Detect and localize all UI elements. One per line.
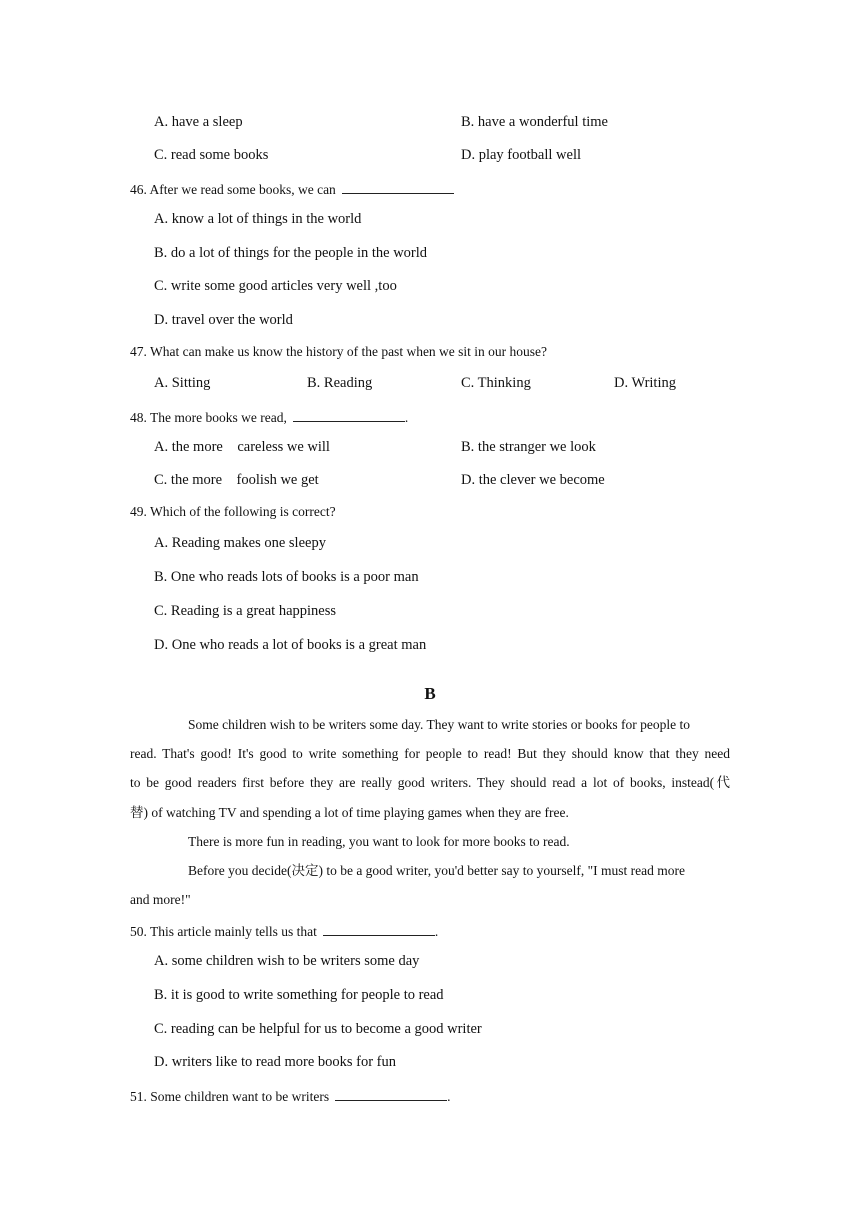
period: . [404, 410, 409, 425]
q49-stem: 49. Which of the following is correct? [130, 504, 336, 519]
q50-stem: 50. This article mainly tells us that [130, 924, 317, 939]
question-51 [130, 1087, 450, 1104]
q49-option-a: A. Reading makes one sleepy [154, 535, 326, 551]
q48-option-c: C. the more foolish we get [154, 472, 319, 488]
q46-option-c: C. write some good articles very well ,too [154, 278, 397, 294]
q48-option-b: B. the stranger we look [461, 439, 596, 455]
passage-line: There is more fun in reading, you want to look for more books to read. [188, 834, 570, 849]
q46-option-a: A. know a lot of things in the world [154, 211, 362, 227]
answer-blank [335, 1087, 447, 1101]
answer-blank [293, 408, 405, 422]
q47-option-b: B. Reading [307, 375, 373, 391]
q47-option-d: D. Writing [614, 375, 676, 391]
question-50 [130, 922, 438, 939]
q48-option-d: D. the clever we become [461, 472, 605, 488]
q50-option-a: A. some children wish to be writers some day [154, 953, 420, 969]
q45-option-b: B. have a wonderful time [461, 114, 608, 130]
q45-option-a: A. have a sleep [154, 114, 243, 130]
q49-option-b: B. One who reads lots of books is a poor man [154, 569, 419, 585]
q47-stem: 47. What can make us know the history of the past when we sit in our house? [130, 344, 548, 359]
passage-line: read. That's good! It's good to write something for people to read! But they should know that they need [130, 746, 730, 761]
q50-option-d: D. writers like to read more books for fun [154, 1054, 397, 1070]
answer-blank [323, 922, 435, 936]
q51-stem: 51. Some children want to be writers [130, 1089, 330, 1104]
q46-option-b: B. do a lot of things for the people in the world [154, 245, 428, 261]
q49-option-d: D. One who reads a lot of books is a great man [154, 637, 427, 653]
passage-line: Some children wish to be writers some day. They want to write stories or books for people to [188, 717, 691, 732]
q48-stem: 48. The more books we read, [130, 410, 287, 425]
q45-option-c: C. read some books [154, 147, 269, 163]
q46-stem: 46. After we read some books, we can [130, 182, 336, 197]
question-46 [130, 180, 454, 197]
passage-line: Before you decide(决定) to be a good writer, you'd better say to yourself, "I must read more [188, 863, 686, 878]
q46-option-d: D. travel over the world [154, 312, 293, 328]
question-48 [130, 408, 408, 425]
q50-option-b: B. it is good to write something for people to read [154, 987, 444, 1003]
q48-option-a: A. the more careless we will [154, 439, 330, 455]
answer-blank [342, 180, 454, 194]
q45-option-d: D. play football well [461, 147, 582, 163]
q47-option-c: C. Thinking [461, 375, 531, 391]
q50-option-c: C. reading can be helpful for us to become a good writer [154, 1021, 482, 1037]
passage-line: to be good readers first before they are really good writers. They should read a lot of books, instead(代 [130, 775, 730, 790]
q47-option-a: A. Sitting [154, 375, 211, 391]
period: . [434, 924, 439, 939]
passage-line: 替) of watching TV and spending a lot of time playing games when they are free. [130, 805, 569, 820]
passage-line: and more!" [130, 892, 191, 907]
section-heading: B [424, 684, 436, 703]
period: . [447, 1089, 451, 1104]
q49-option-c: C. Reading is a great happiness [154, 603, 337, 619]
